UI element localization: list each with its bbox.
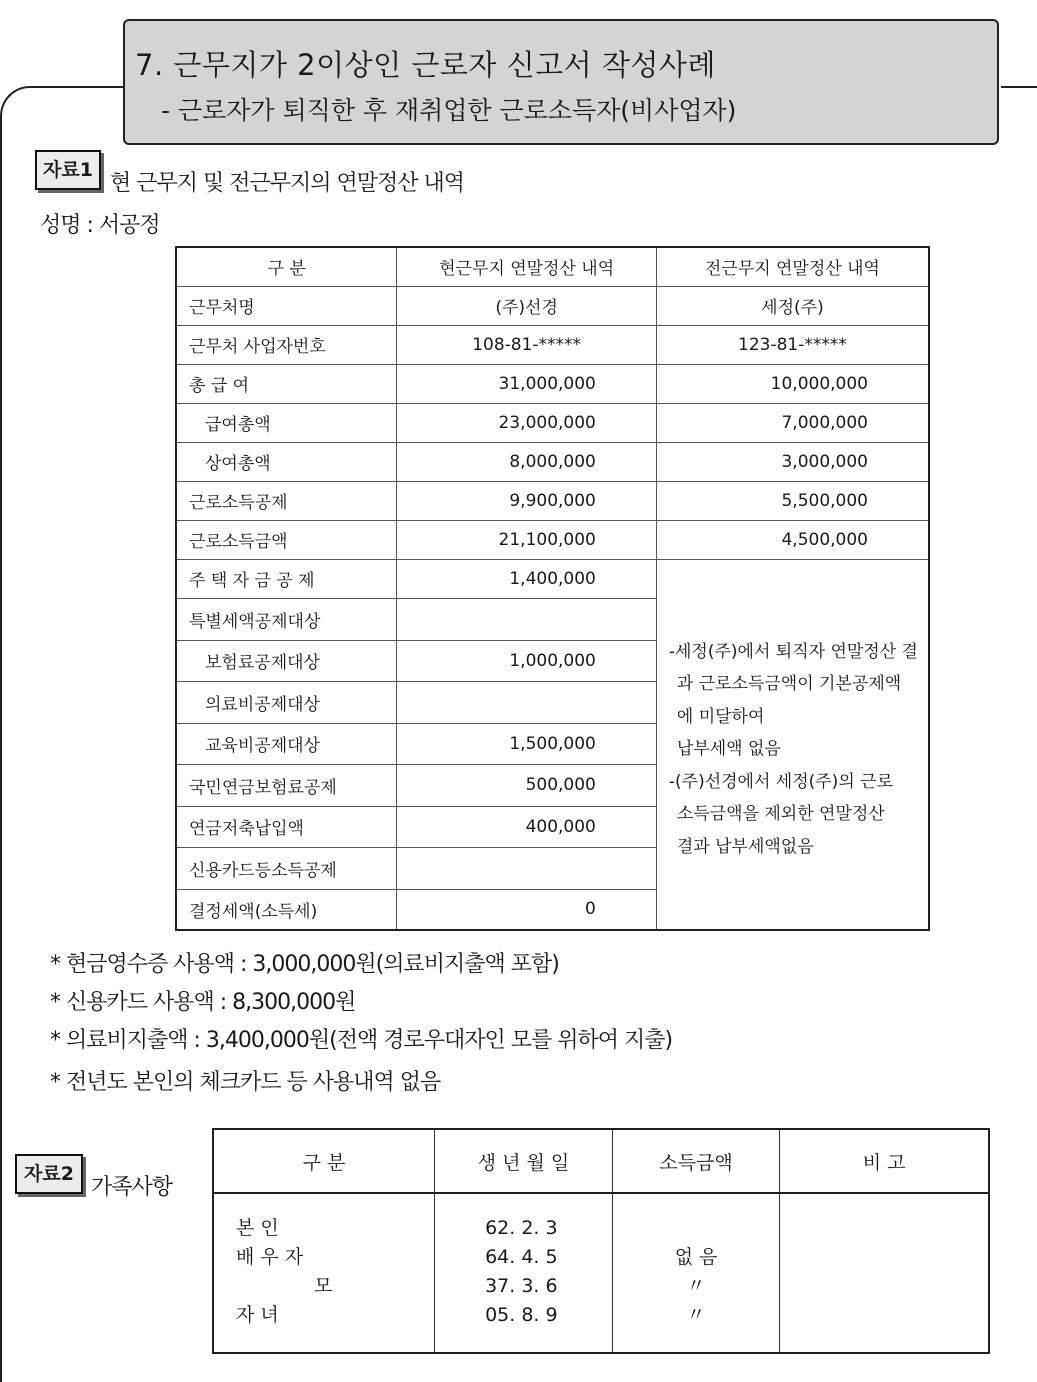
person-name: 성명 : 서공정 [40,213,160,238]
family-birthdate: 64. 4. 5 [485,1246,558,1268]
header-income: 소득금액 [612,1129,779,1193]
table-row [176,403,929,442]
row-label: 신용카드등소득공제 [176,847,397,889]
family-relation: 본 인 [236,1217,279,1239]
family-relation: 자 녀 [236,1304,279,1326]
row-label: 급여총액 [176,403,397,442]
frame-line [1001,86,1037,88]
header-birthdate: 생 년 월 일 [435,1129,613,1193]
row-label: 근무처 사업자번호 [176,325,397,364]
current-value: (주)선경 [397,286,656,325]
row-label: 근로소득공제 [176,481,397,520]
income-column [612,1193,779,1353]
footnote: * 전년도 본인의 체크카드 등 사용내역 없음 [50,1070,441,1095]
footnotes [50,946,672,1102]
frame-line [0,86,126,148]
footnote: * 현금영수증 사용액 : 3,000,000원(의료비지출액 포함) [50,952,559,977]
current-value: 23,000,000 [397,403,656,442]
current-value: 21,100,000 [397,520,656,559]
row-label: 주 택 자 금 공 제 [176,559,397,598]
footnote: * 의료비지출액 : 3,400,000원(전액 경로우대자인 모를 위하여 지출) [50,1028,673,1053]
row-label: 근로소득금액 [176,520,397,559]
header-current: 현근무지 연말정산 내역 [397,247,656,286]
row-label: 보험료공제대상 [176,640,397,681]
current-value: 1,500,000 [397,723,656,764]
family-income: 없 음 [674,1246,718,1268]
table-row [213,1193,989,1353]
note-line: 과 근로소득금액이 기본공제액 [676,674,902,694]
family-birthdate: 05. 8. 9 [485,1304,558,1326]
header-category: 구 분 [176,247,397,286]
note-line: -세정(주)에서 퇴직자 연말정산 결 [668,641,918,662]
current-value: 500,000 [397,764,656,806]
current-value: 1,400,000 [397,559,656,598]
family-income: 〃 [686,1275,706,1297]
table-row [176,325,929,364]
note-line: 에 미달하여 [676,706,765,727]
family-table [212,1128,990,1354]
family-income [613,1214,779,1243]
table-header-row [213,1129,989,1193]
page-subtitle: - 근로자가 퇴직한 후 재취업한 근로소득자(비사업자) [161,96,737,125]
current-value: 8,000,000 [397,442,656,481]
table-row [176,559,929,598]
family-relation: 모 [314,1275,333,1297]
settlement-table [175,246,930,931]
current-value: 9,900,000 [397,481,656,520]
frame-line [0,146,2,1382]
table-row [176,286,929,325]
family-birthdate: 37. 3. 6 [485,1275,558,1297]
title-box [123,19,999,145]
current-value: 31,000,000 [397,364,656,403]
relation-column [213,1193,435,1353]
previous-value: 5,500,000 [656,481,929,520]
row-label: 국민연금보험료공제 [176,764,397,806]
row-label: 특별세액공제대상 [176,598,397,640]
note-line: 소득금액을 제외한 연말정산 [676,804,885,824]
previous-value: 10,000,000 [656,364,929,403]
current-value: 108-81-***** [397,325,656,364]
table-row [176,520,929,559]
header-previous: 전근무지 연말정산 내역 [656,247,929,286]
row-label: 연금저축납입액 [176,806,397,847]
footnote: * 신용카드 사용액 : 8,300,000원 [50,990,356,1015]
table-row [176,364,929,403]
family-relation: 배 우 자 [236,1246,304,1268]
table-row [176,481,929,520]
row-label: 상여총액 [176,442,397,481]
current-value [397,847,656,889]
note-line: -(주)선경에서 세정(주)의 근로 [668,771,893,792]
remark-cell [780,1193,989,1353]
previous-value: 4,500,000 [656,520,929,559]
material1-tag: 자료1 [35,150,101,190]
note-line: 결과 납부세액없음 [676,836,814,857]
table-row [176,442,929,481]
family-income: 〃 [686,1304,706,1326]
table-header-row [176,247,929,286]
previous-value: 123-81-***** [656,325,929,364]
note-line: 납부세액 없음 [676,739,781,759]
row-label: 근무처명 [176,286,397,325]
settlement-note [656,559,929,930]
row-label: 결정세액(소득세) [176,889,397,930]
current-value [397,681,656,723]
family-birthdate: 62. 2. 3 [485,1217,558,1239]
previous-value: 7,000,000 [656,403,929,442]
row-label: 총 급 여 [176,364,397,403]
header-category: 구 분 [213,1129,435,1193]
row-label: 의료비공제대상 [176,681,397,723]
current-value: 1,000,000 [397,640,656,681]
material2-caption: 가족사항 [91,1175,173,1200]
current-value: 0 [397,889,656,930]
row-label: 교육비공제대상 [176,723,397,764]
current-value: 400,000 [397,806,656,847]
previous-value: 세정(주) [656,286,929,325]
header-remark: 비 고 [780,1129,989,1193]
material2-tag: 자료2 [15,1154,83,1194]
previous-value: 3,000,000 [656,442,929,481]
page-title: 7. 근무지가 2이상인 근로자 신고서 작성사례 [135,48,716,82]
current-value [397,598,656,640]
birthdate-column [435,1193,613,1353]
material1-caption: 현 근무지 및 전근무지의 연말정산 내역 [110,171,464,196]
